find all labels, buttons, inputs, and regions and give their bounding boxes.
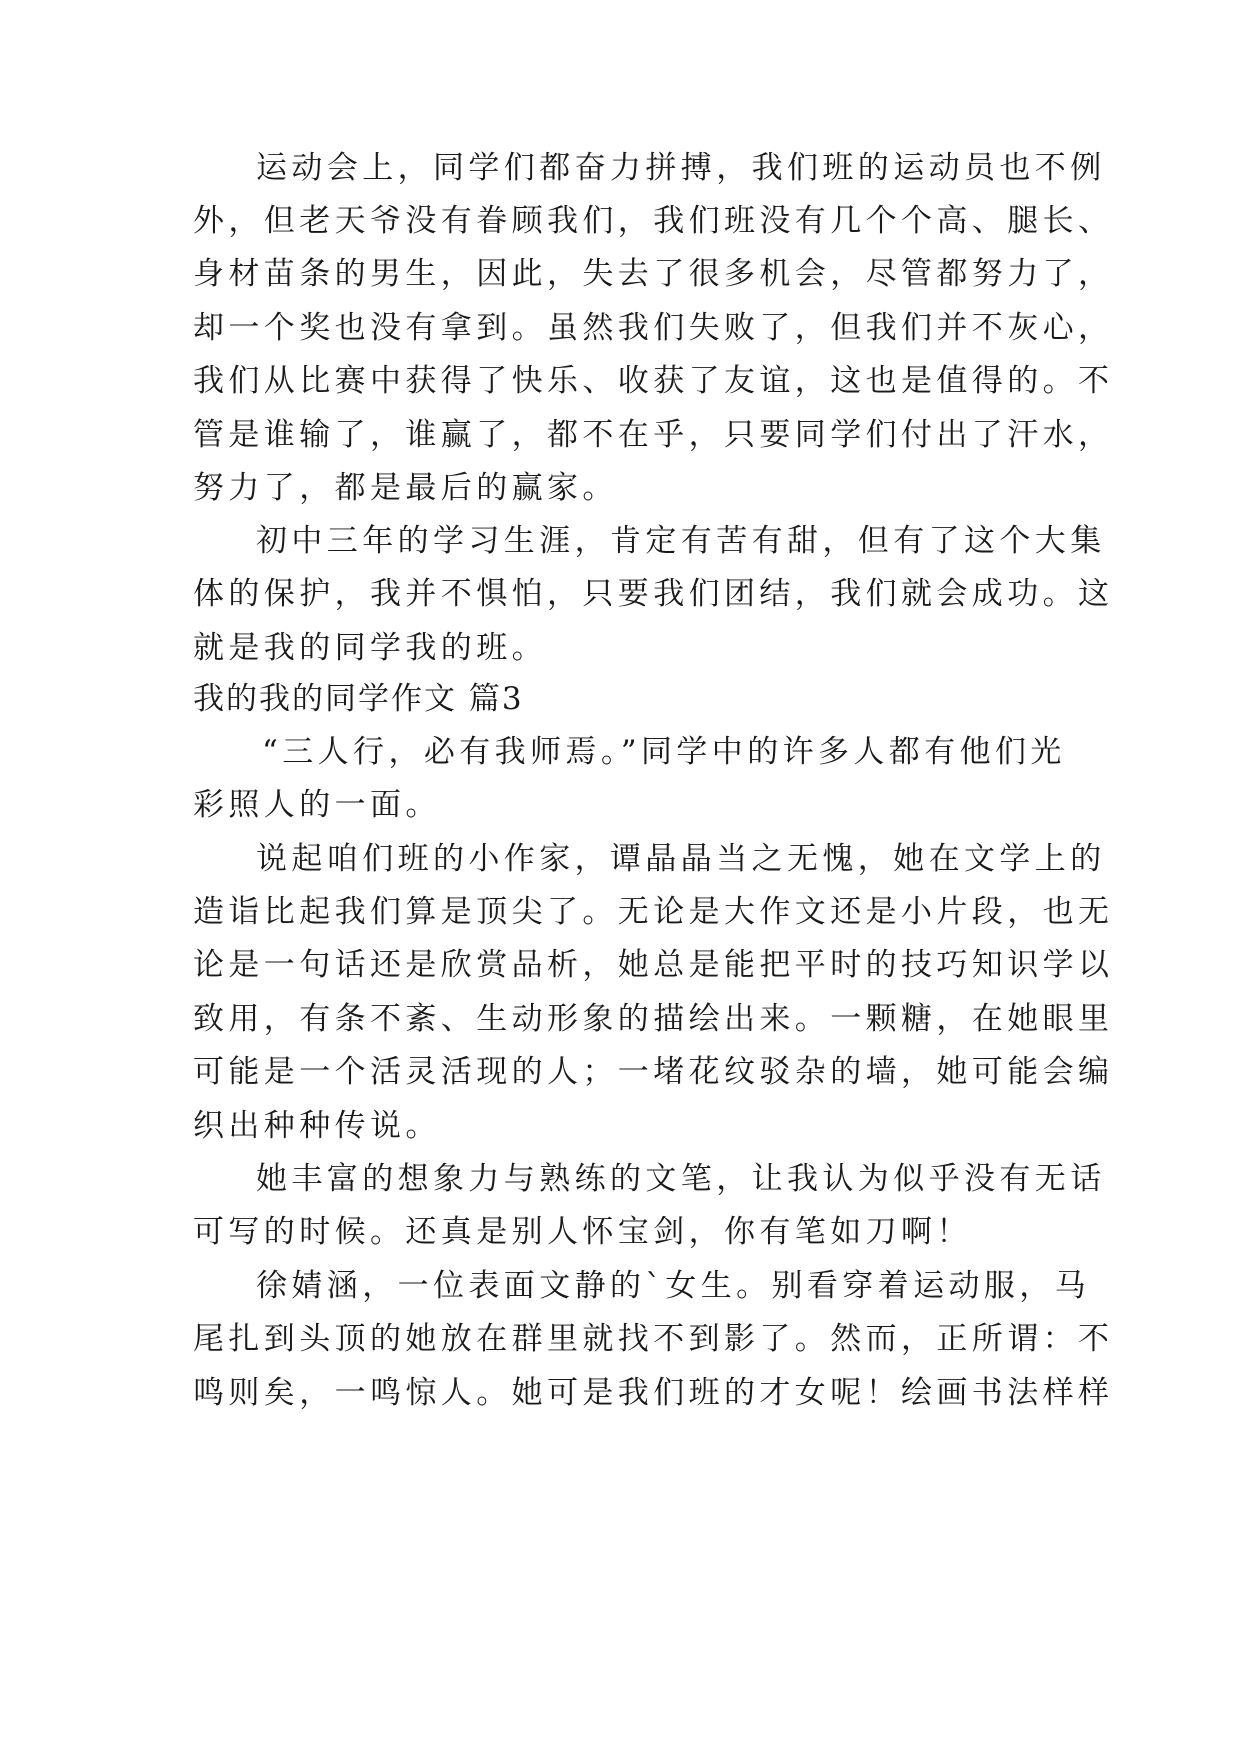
paragraph-line: 却一个奖也没有拿到。虽然我们失败了，但我们并不灰心， xyxy=(193,310,1114,346)
paragraph-line: “三人行，必有我师焉。”同学中的许多人都有他们光 xyxy=(262,734,1066,770)
paragraph-line: 尾扎到头顶的她放在群里就找不到影了。然而，正所谓：不 xyxy=(193,1321,1114,1357)
paragraph-line: 说起咱们班的小作家，谭晶晶当之无愧，她在文学上的 xyxy=(256,841,1106,877)
paragraph-line: 管是谁输了，谁赢了，都不在乎，只要同学们付出了汗水， xyxy=(193,417,1114,453)
paragraph-line: 织出种种传说。 xyxy=(193,1108,441,1144)
paragraph-line: 致用，有条不紊、生动形象的描绘出来。一颗糖，在她眼里 xyxy=(193,1001,1114,1037)
paragraph-line: 造诣比起我们算是顶尖了。无论是大作文还是小片段，也无 xyxy=(193,894,1114,930)
paragraph-line: 徐婧涵，一位表面文静的`女生。别看穿着运动服，马 xyxy=(256,1268,1091,1304)
paragraph-line: 可能是一个活灵活现的人；一堵花纹驳杂的墙，她可能会编 xyxy=(193,1054,1114,1090)
paragraph-line: 可写的时候。还真是别人怀宝剑，你有笔如刀啊！ xyxy=(193,1214,972,1250)
paragraph-line: 就是我的同学我的班。 xyxy=(193,630,547,666)
paragraph-line: 努力了，都是最后的赢家。 xyxy=(193,470,618,506)
paragraph-line: 论是一句话还是欣赏品析，她总是能把平时的技巧知识学以 xyxy=(193,947,1114,983)
paragraph-line: 运动会上，同学们都奋力拼搏，我们班的运动员也不例 xyxy=(256,150,1106,186)
paragraph-line: 体的保护，我并不惧怕，只要我们团结，我们就会成功。这 xyxy=(193,576,1114,612)
paragraph-line: 外，但老天爷没有眷顾我们，我们班没有几个个高、腿长、 xyxy=(193,203,1114,239)
section-heading: 我的我的同学作文 篇3 xyxy=(193,681,524,717)
paragraph-line: 我们从比赛中获得了快乐、收获了友谊，这也是值得的。不 xyxy=(193,363,1114,399)
paragraph-line: 鸣则矣，一鸣惊人。她可是我们班的才女呢！绘画书法样样 xyxy=(193,1375,1114,1411)
paragraph-line: 初中三年的学习生涯，肯定有苦有甜，但有了这个大集 xyxy=(256,523,1106,559)
paragraph-line: 身材苗条的男生，因此，失去了很多机会，尽管都努力了， xyxy=(193,256,1114,292)
paragraph-line: 彩照人的一面。 xyxy=(193,787,441,823)
paragraph-line: 她丰富的想象力与熟练的文笔，让我认为似乎没有无话 xyxy=(256,1161,1106,1197)
